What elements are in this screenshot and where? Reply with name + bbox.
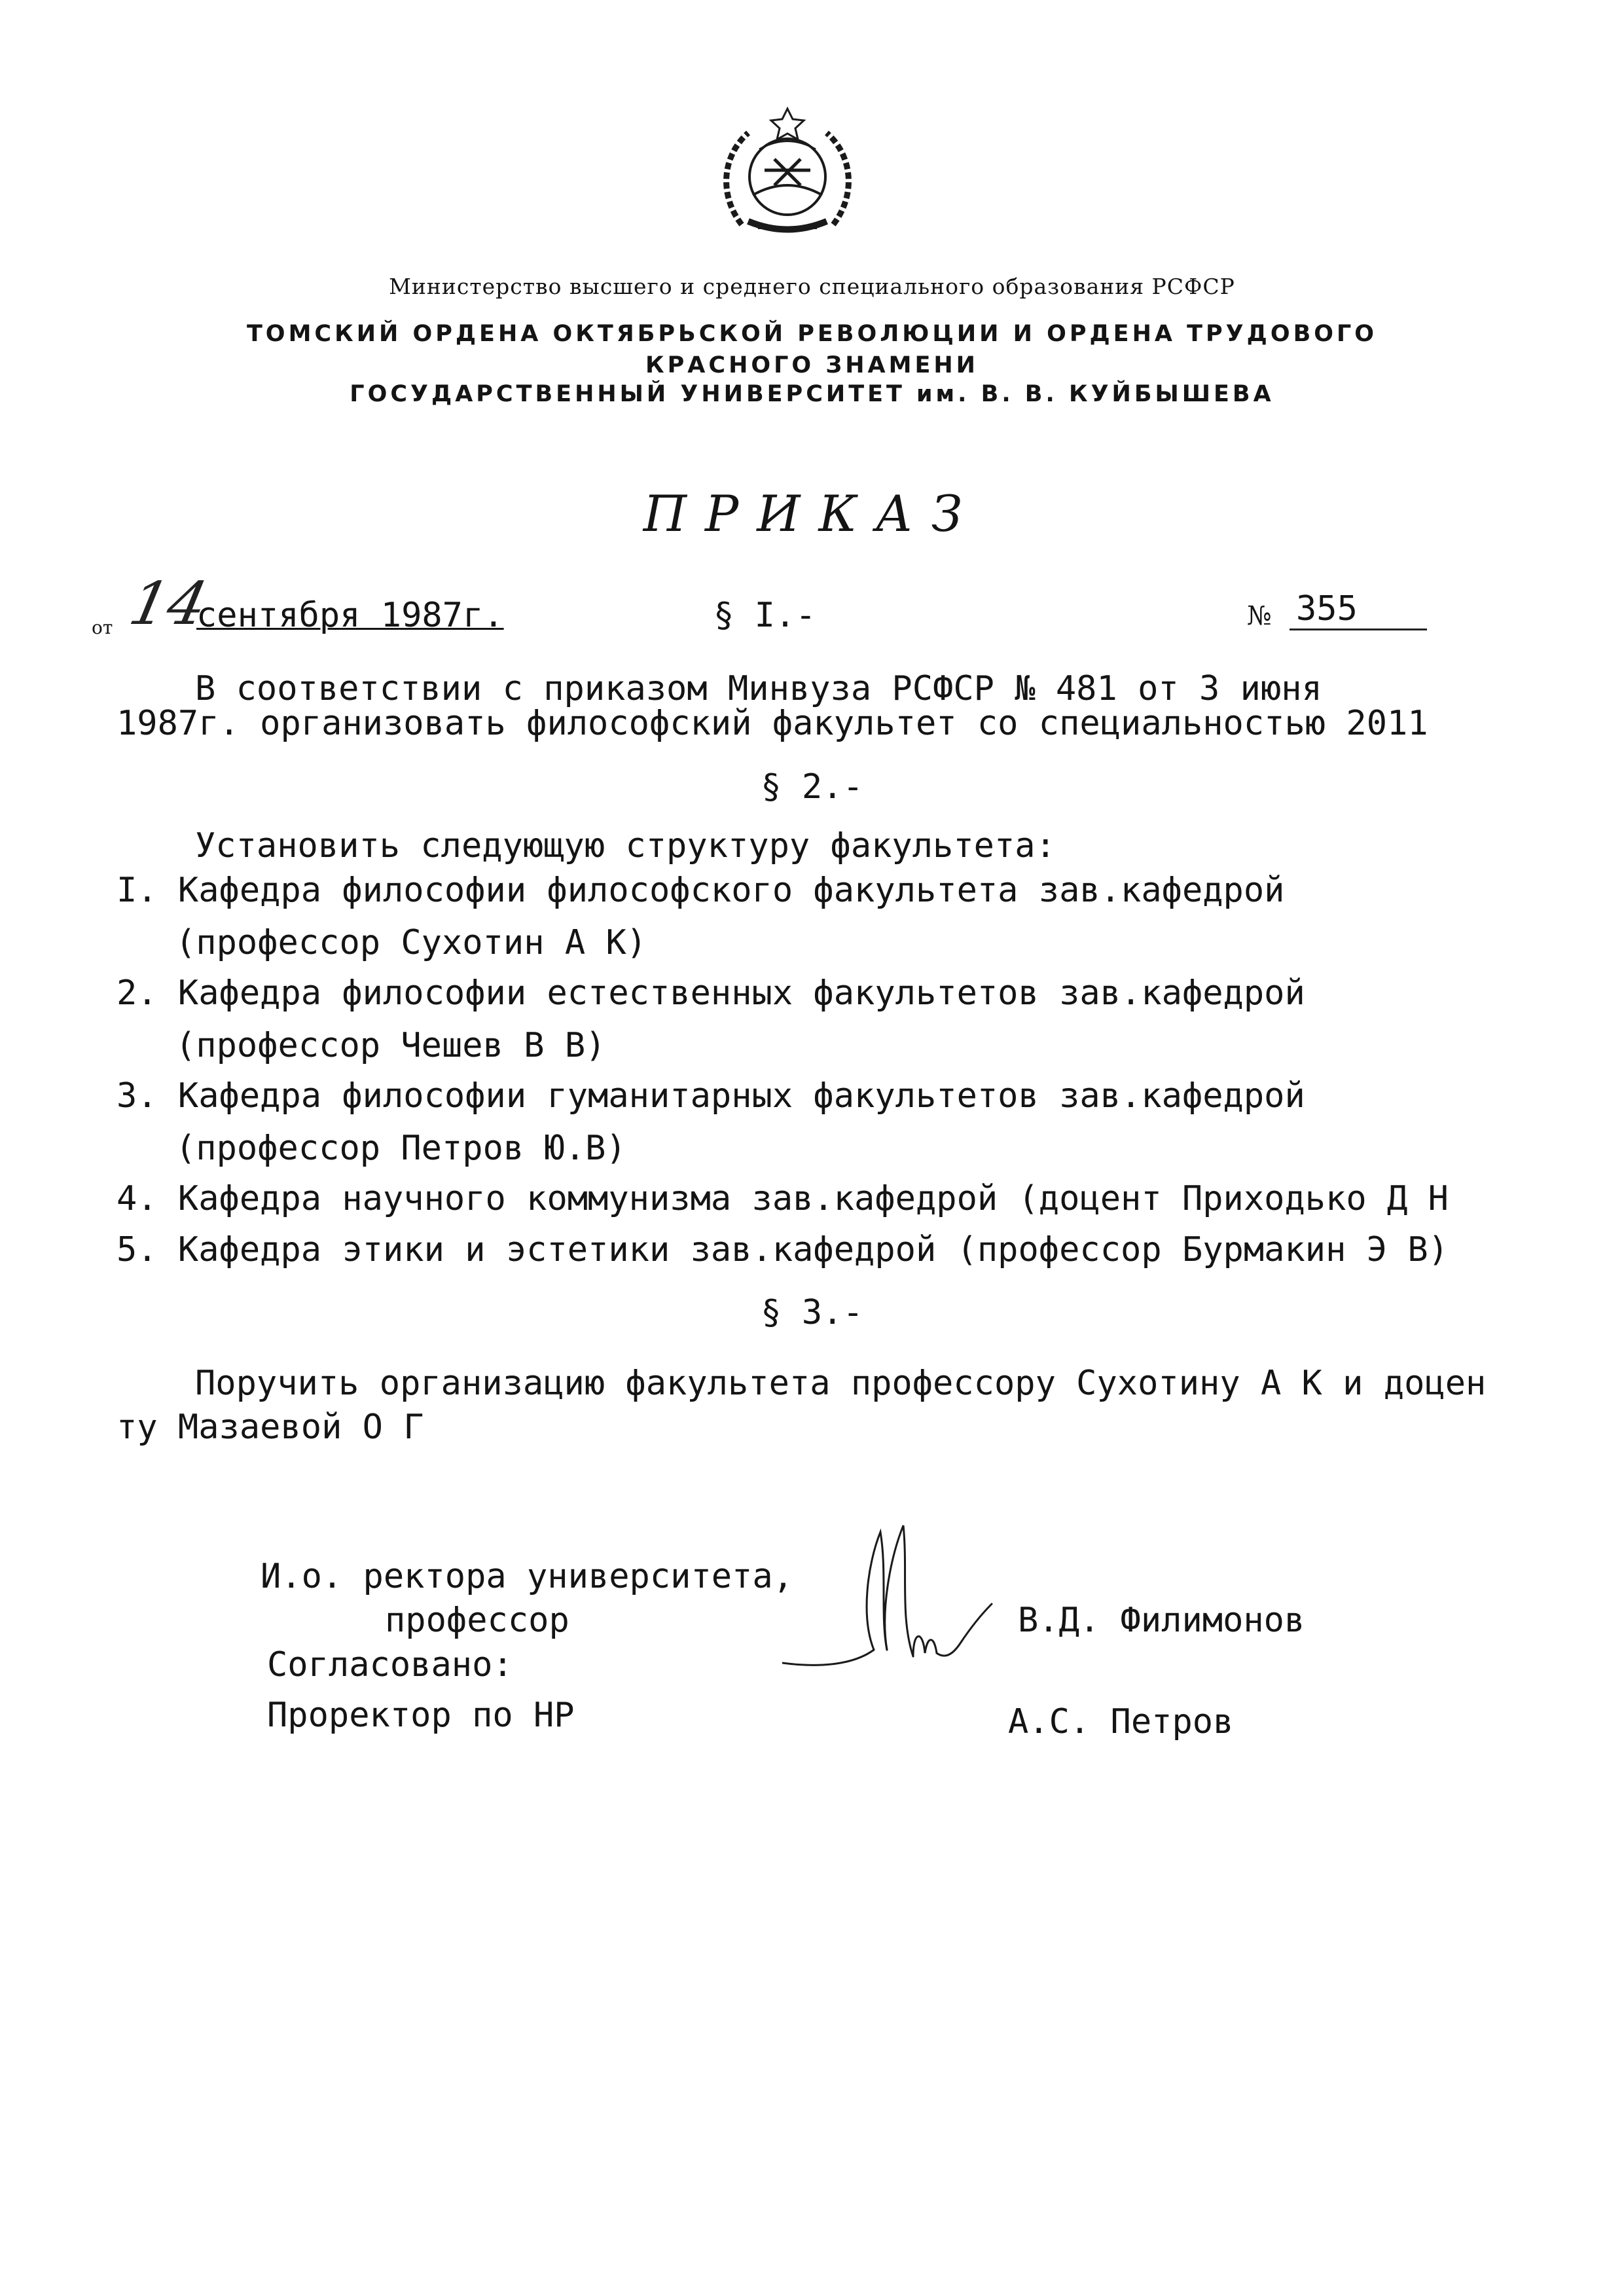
department-item-2: 2. Кафедра философии естественных факультетов зав.кафедрой <box>117 974 1305 1013</box>
department-item-4: 4. Кафедра научного коммунизма зав.кафедрой (доцент Приходько Д Н <box>117 1179 1449 1218</box>
section-2-heading: § 2.- <box>761 767 863 807</box>
department-item-3-head: (профессор Петров Ю.В) <box>175 1129 626 1168</box>
department-item-2-head: (профессор Чешев В В) <box>175 1026 606 1065</box>
ministry-name: Министерство высшего и среднего специального образования РСФСР <box>389 274 1235 299</box>
order-date: сентября 1987г. <box>196 596 504 635</box>
prorector-title: Проректор по НР <box>267 1696 575 1735</box>
section-3-line1: Поручить организацию факультета профессору Сухотину А К и доцен <box>195 1364 1487 1403</box>
department-item-5: 5. Кафедра этики и эстетики зав.кафедрой (профессор Бурмакин Э В) <box>117 1230 1449 1269</box>
university-name-line3: ГОСУДАРСТВЕННЫЙ УНИВЕРСИТЕТ им. В. В. КУЙБЫШЕВА <box>350 381 1274 407</box>
department-item-1: I. Кафедра философии философского факультета зав.кафедрой <box>117 871 1285 910</box>
university-name-line2: КРАСНОГО ЗНАМЕНИ <box>645 352 979 378</box>
prorector-name: А.С. Петров <box>1008 1702 1234 1741</box>
rector-signature <box>782 1519 1018 1689</box>
rector-name: В.Д. Филимонов <box>1018 1601 1305 1640</box>
rector-title-line1: И.о. ректора университета, <box>261 1557 793 1596</box>
section-3-line2: ту Мазаевой О Г <box>117 1408 424 1447</box>
order-number: 355 <box>1290 589 1427 630</box>
agreed-label: Согласовано: <box>267 1645 513 1685</box>
section-1-line1: В соответствии с приказом Минвуза РСФСР № 481 от 3 июня <box>195 669 1322 708</box>
section-1-heading: § I.- <box>713 596 816 635</box>
section-2-intro: Установить следующую структуру факультета: <box>195 826 1056 866</box>
university-name-line1: ТОМСКИЙ ОРДЕНА ОКТЯБРЬСКОЙ РЕВОЛЮЦИИ И ОРДЕНА ТРУДОВОГО <box>246 321 1378 347</box>
rsfsr-coat-of-arms-icon <box>712 97 863 247</box>
handwritten-day: 14 <box>123 570 213 638</box>
date-number-line <box>0 570 1624 642</box>
department-item-1-head: (профессор Сухотин А К) <box>175 923 647 962</box>
number-label: № <box>1247 601 1272 631</box>
document-title: ПРИКАЗ <box>643 484 981 543</box>
section-3-heading: § 3.- <box>761 1293 863 1332</box>
date-prefix: от <box>92 617 113 638</box>
section-1-line2: 1987г. организовать философский факультет со специальностью 2011 <box>117 704 1428 743</box>
department-item-3: 3. Кафедра философии гуманитарных факультетов зав.кафедрой <box>117 1076 1305 1116</box>
rector-title-line2: профессор <box>385 1601 569 1640</box>
